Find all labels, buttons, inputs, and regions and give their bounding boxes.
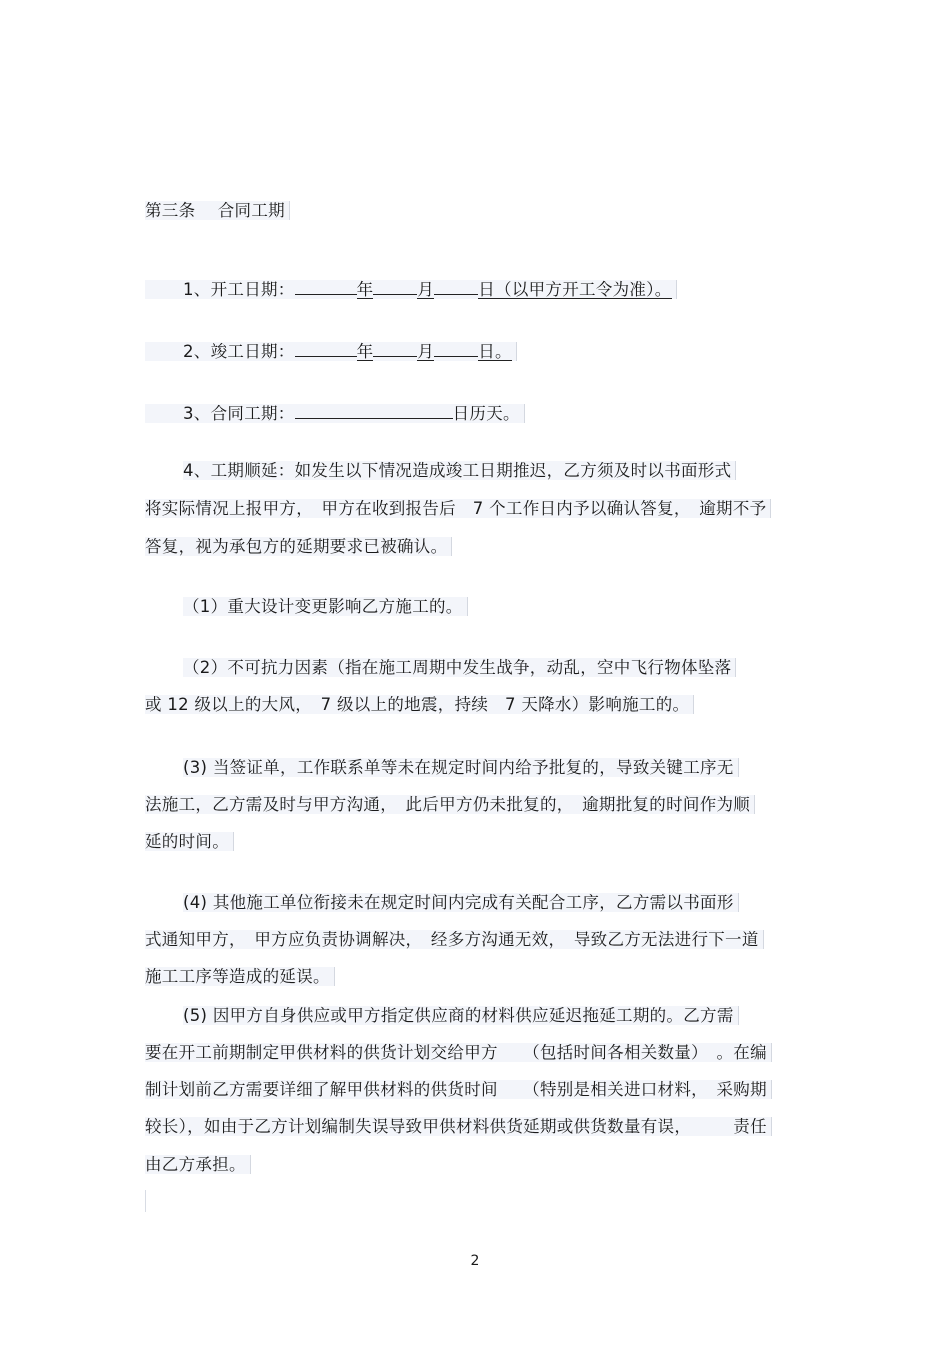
condition-5-line-1: (5) 因甲方自身供应或甲方指定供应商的材料供应延迟拖延工期的。乙方需 [145, 1004, 810, 1028]
finish-month-label: 月 [417, 342, 435, 361]
finish-date-line [145, 336, 810, 360]
finish-day-blank [434, 336, 478, 357]
extension-intro-line-2: 将实际情况上报甲方， 甲方在收到报告后 7 个工作日内予以确认答复， 逾期不予 [145, 497, 810, 521]
duration-suffix: 日历天。 [452, 404, 520, 423]
page-number: 2 [470, 1253, 480, 1269]
start-day-suffix: 日（以甲方开工令为准）。 [478, 280, 672, 299]
condition-3-line-2: 法施工，乙方需及时与甲方沟通， 此后甲方仍未批复的， 逾期批复的时间作为顺 [145, 793, 810, 817]
start-year-label: 年 [356, 280, 374, 299]
finish-date-label: 2、竣工日期： [183, 342, 295, 361]
start-year-blank [295, 274, 357, 295]
condition-2-line-2: 或 12 级以上的大风， 7 级以上的地震，持续 7 天降水）影响施工的。 [145, 693, 810, 717]
start-month-label: 月 [417, 280, 435, 299]
duration-label: 3、合同工期： [183, 404, 295, 423]
duration-blank [295, 398, 453, 419]
condition-4-line-1: (4) 其他施工单位衔接未在规定时间内完成有关配合工序，乙方需以书面形 [145, 891, 810, 915]
condition-2-line-1: （2）不可抗力因素（指在施工周期中发生战争，动乱，空中飞行物体坠落 [145, 656, 810, 680]
finish-day-suffix: 日。 [478, 342, 512, 361]
start-date-label: 1、开工日期： [183, 280, 295, 299]
condition-3-line-1: (3) 当签证单，工作联系单等未在规定时间内给予批复的，导致关键工序无 [145, 756, 810, 780]
condition-1-line-1: （1）重大设计变更影响乙方施工的。 [145, 595, 810, 619]
condition-4-line-3: 施工工序等造成的延误。 [145, 965, 810, 989]
finish-year-blank [295, 336, 357, 357]
finish-year-label: 年 [356, 342, 374, 361]
condition-5-line-3: 制计划前乙方需要详细了解甲供材料的供货时间 （特别是相关进口材料， 采购期 [145, 1078, 810, 1102]
condition-3-line-3: 延的时间。 [145, 830, 810, 854]
condition-5-line-5: 由乙方承担。 [145, 1153, 810, 1177]
duration-line [145, 398, 810, 422]
finish-month-blank [373, 336, 417, 357]
text-cursor [145, 1190, 146, 1212]
start-day-blank [434, 274, 478, 295]
condition-5-line-2: 要在开工前期制定甲供材料的供货计划交给甲方 （包括时间各相关数量） 。在编 [145, 1041, 810, 1065]
condition-4-line-2: 式通知甲方， 甲方应负责协调解决， 经多方沟通无效， 导致乙方无法进行下一道 [145, 928, 810, 952]
start-date-line [145, 274, 810, 298]
start-month-blank [373, 274, 417, 295]
condition-5-line-4: 较长），如由于乙方计划编制失误导致甲供材料供货延期或供货数量有误， 责任 [145, 1115, 810, 1139]
article-title: 第三条 合同工期 [145, 199, 810, 223]
extension-intro-line-3: 答复，视为承包方的延期要求已被确认。 [145, 535, 810, 559]
extension-intro-line-1: 4、工期顺延：如发生以下情况造成竣工日期推迟，乙方须及时以书面形式 [145, 459, 810, 483]
